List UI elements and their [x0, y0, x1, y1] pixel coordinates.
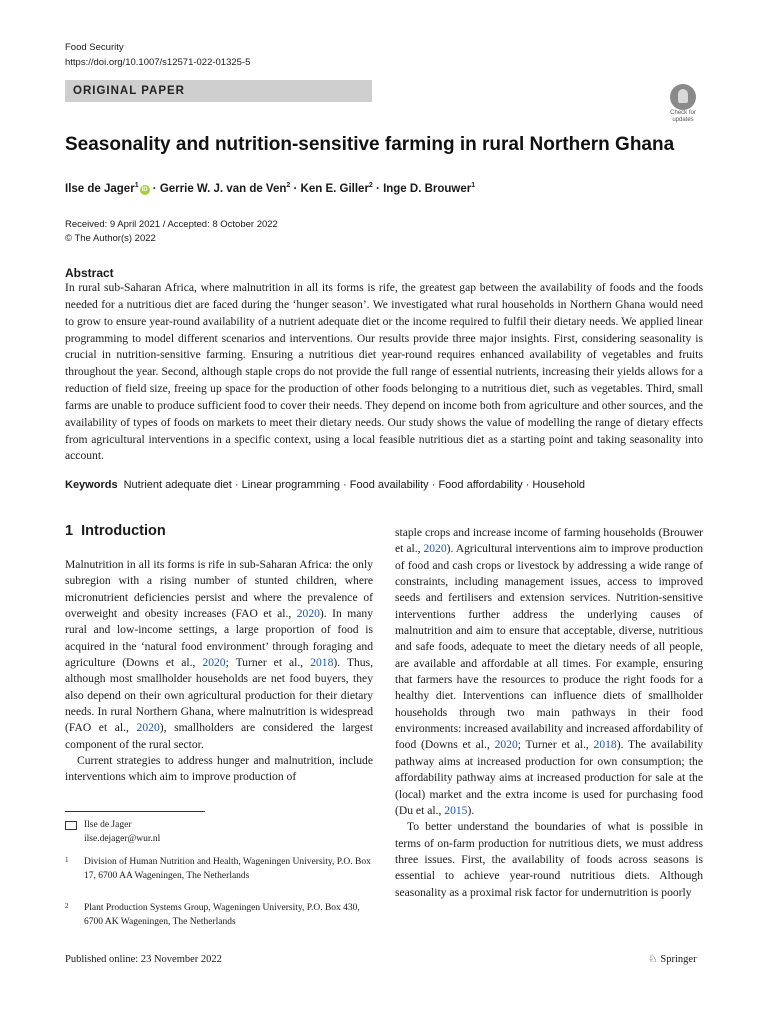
text-run: ; Turner et al., [517, 738, 594, 752]
bookmark-icon [670, 84, 696, 110]
paragraph [395, 525, 703, 819]
published-online: Published online: 23 November 2022 [65, 954, 222, 965]
author-affiliation: 1 [471, 182, 476, 189]
text-run: ). In many rural and low-income settings, a large proportion of food is acquired in the ‘natural food environment’ through foraging and agriculture (Downs et al., [65, 607, 373, 670]
springer-horse-icon: ♘ [648, 954, 658, 965]
body-column-right [395, 525, 703, 901]
author-separator: · [372, 182, 384, 195]
affiliation-number: 1 [65, 856, 69, 864]
citation-link[interactable]: 2015 [444, 803, 468, 817]
corresponding-name: Ilse de Jager [84, 820, 132, 830]
text-run: staple crops and increase income of farming households (Brouwer et al., [395, 526, 703, 556]
author-affiliation: 2 [368, 182, 373, 189]
article-dates [65, 218, 278, 246]
citation-link[interactable]: 2020 [296, 607, 320, 621]
author-name[interactable]: Ken E. Giller [300, 182, 369, 195]
abstract-text: In rural sub-Saharan Africa, where malnutrition in all its forms is rife, the greatest gap between the availability of foods and the foods needed for a nutritious diet are faced during the ‘hunger season’. We investigated what rural households in Northern Ghana would need to grow to ensure year-round availability of a nutrient adequate diet or the income required to fulfil their dietary needs. We applied linear programming to model different scenarios and interventions. Our results provide three major insights. First, considering seasonality is crucial in nutrition-sensitive farming. Ensuring a nutritious diet year-round requires enhanced availability of vegetables and fruits throughout the year. Second, although staple crops do not provide the full range of essential nutrients, increasing their yields allows for a reduction of field size, freeing up space for the production of other foods belonging to a nutritious diet, such as vegetables. Third, small farms are unable to produce sufficient food to cover their needs. They depend on income both from agriculture and other sources, and the availability of types of foods on markets to meet their dietary needs. Our study shows the value of modelling the range of dietary effects from agricultural interventions in a specific context, using a local feasible nutritious diet as a starting point and taking seasonality into account. [65, 281, 703, 463]
envelope-icon [65, 821, 77, 830]
text-run: ; Turner et al., [225, 656, 311, 670]
body-column-left [65, 557, 373, 786]
copyright-line: © The Author(s) 2022 [65, 233, 156, 244]
citation-link[interactable]: 2020 [494, 738, 518, 752]
keywords-label: Keywords [65, 479, 118, 491]
section-number: 1 [65, 523, 74, 539]
section-title: Introduction [81, 523, 166, 539]
author-name[interactable]: Inge D. Brouwer [383, 182, 472, 195]
text-run: ). The availability pathway aims at increased production for own consumption; the affordability pathway aims at increased production for sale at the (local) market and the extra income is used for purchasing food (Du et al., [395, 738, 703, 817]
author-list [65, 178, 475, 197]
paragraph: Current strategies to address hunger and malnutrition, include interventions which aim to improve production of [65, 754, 373, 784]
section-heading [65, 523, 166, 539]
doi-link[interactable]: https://doi.org/10.1007/s12571-022-01325-5 [65, 57, 251, 68]
article-type-band [65, 80, 372, 102]
affiliation-text: Plant Production Systems Group, Wageningen University, P.O. Box 430, 6700 AK Wageningen, The Netherlands [84, 903, 360, 927]
keywords [65, 477, 705, 493]
author-name[interactable]: Ilse de Jager [65, 182, 135, 195]
paper-title: Seasonality and nutrition-sensitive farming in rural Northern Ghana [65, 134, 675, 155]
affiliation-number: 2 [65, 902, 69, 910]
journal-name: Food Security [65, 42, 124, 53]
keywords-list: Nutrient adequate diet · Linear programming · Food availability · Food affordability · Household [123, 479, 586, 491]
text-run: ). Thus, although most smallholder households are net food buyers, they also depend on their own agricultural production for their dietary needs. In rural Northern Ghana, where malnutrition is widespread (FAO et al., [65, 656, 373, 735]
article-type-label: ORIGINAL PAPER [73, 85, 185, 97]
text-run: ). [467, 803, 475, 817]
text-run: ), smallholders are considered the largest component of the rural sector. [65, 721, 373, 751]
citation-link[interactable]: 2020 [423, 542, 447, 556]
check-updates-line2: updates [672, 117, 694, 123]
publisher-name: Springer [660, 954, 697, 965]
citation-link[interactable]: 2020 [136, 721, 160, 735]
check-updates-line1: Check for [670, 110, 696, 116]
footnote-divider [65, 811, 205, 812]
author-name[interactable]: Gerrie W. J. van de Ven [159, 182, 287, 195]
text-run: Malnutrition in all its forms is rife in sub-Saharan Africa: the only subregion with a rising number of stunted children, where micronutrient deficiencies persist and where the prevalence of overweight and obesity increases (FAO et al., [65, 558, 373, 621]
author-separator: · [290, 182, 301, 195]
paragraph [65, 557, 373, 753]
text-run: ). Agricultural interventions aim to improve production of food and cash crops or livestock by addressing a wide range of constraints, including management issues, access to improved seeds and fertilisers and extension services. Nutrition-sensitive interventions further address the underlying causes of malnutrition and aim to ensure that acceptable, diverse, nutritious and safe foods, adequate to meet the dietary needs of all people, are available and affordable at all times. For example, ensuring that farmers have the resources to produce the right foods for a healthy diet. Interventions can influence diets of smallholder households through two main pathways in their food environments: increased availability and increased affordability of food (Downs et al., [395, 542, 703, 752]
citation-link[interactable]: 2018 [593, 738, 617, 752]
corresponding-email[interactable]: ilse.dejager@wur.nl [84, 833, 161, 844]
affiliation-text: Division of Human Nutrition and Health, Wageningen University, P.O. Box 17, 6700 AA Wageningen, The Netherlands [84, 857, 371, 881]
journal-header [65, 40, 250, 70]
abstract-heading: Abstract [65, 266, 114, 280]
citation-link[interactable]: 2020 [202, 656, 226, 670]
publisher-logo [648, 953, 697, 965]
author-affiliation: 1 [134, 182, 139, 189]
author-affiliation: 2 [286, 182, 291, 189]
orcid-icon[interactable]: iD [141, 186, 148, 193]
citation-link[interactable]: 2018 [310, 656, 334, 670]
check-for-updates-badge[interactable] [664, 84, 702, 124]
received-accepted-dates: Received: 9 April 2021 / Accepted: 8 October 2022 [65, 219, 278, 230]
author-separator: · [149, 182, 160, 195]
paragraph: To better understand the boundaries of what is possible in terms of on-farm production for nutritious diets, we must address three issues. First, the availability of foods across seasons is essential to achieve year-round nutritious diets. Although seasonality as a proximal risk factor for undernutrition is poorly [395, 820, 703, 899]
